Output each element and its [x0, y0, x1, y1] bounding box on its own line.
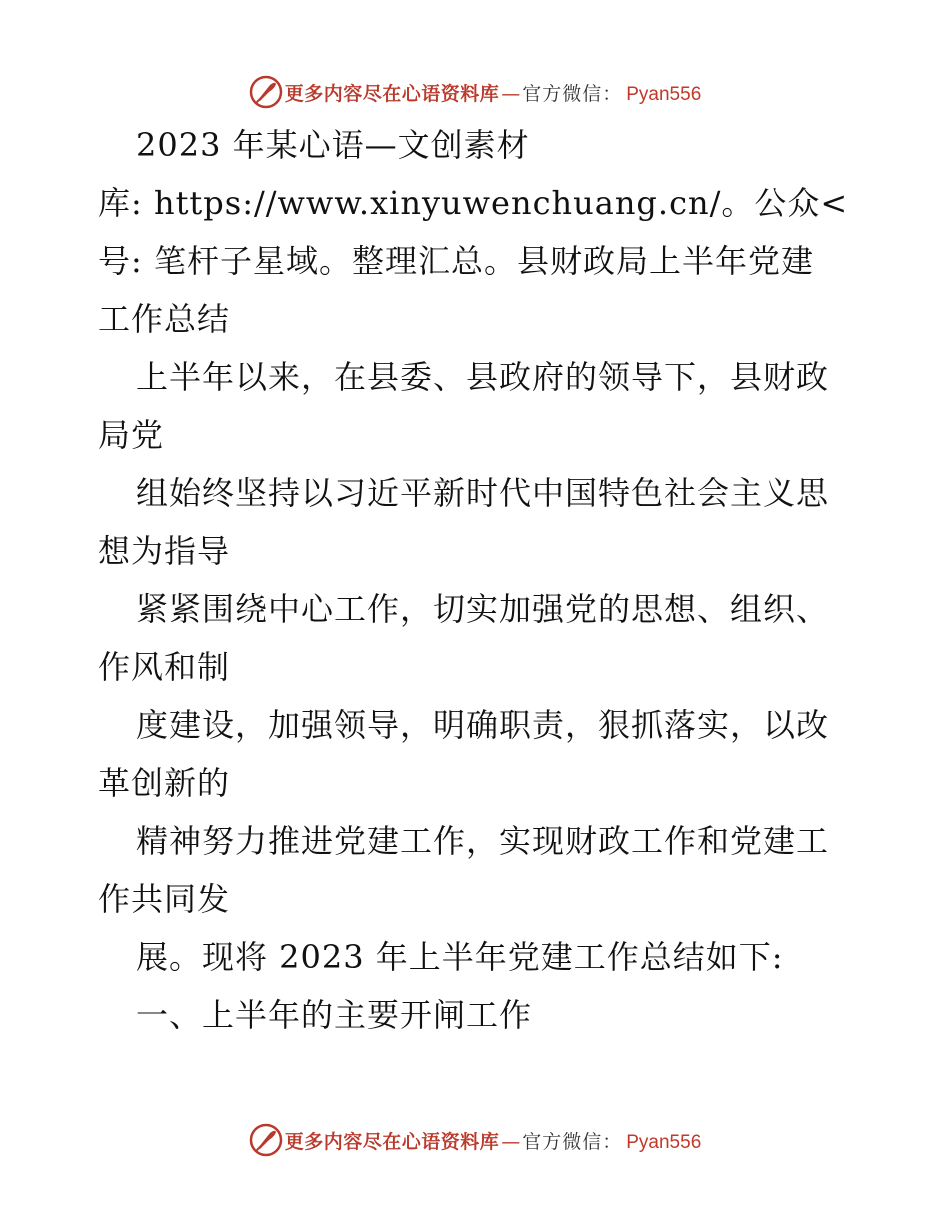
doc-line: 度建设，加强领导，明确职责，狠抓落实，以改 [136, 706, 830, 744]
doc-line: 作风和制 [98, 648, 231, 686]
doc-line: 一、上半年的主要开闸工作 [136, 996, 533, 1034]
doc-line: 展。现将 2023 年上半年党建工作总结如下: [136, 938, 784, 976]
watermark-handle: Pyan556 [626, 1131, 702, 1153]
watermark-header [0, 72, 950, 112]
watermark-main: 更多内容尽在心语资料库 [284, 82, 500, 105]
watermark-text [285, 79, 702, 106]
quill-logo-icon [249, 1123, 283, 1157]
watermark-sub: 官方微信： [522, 1130, 623, 1153]
document-body [98, 116, 858, 1044]
doc-line: 精神努力推进党建工作，实现财政工作和党建工 [136, 822, 830, 860]
watermark-footer [0, 1120, 950, 1160]
watermark-handle: Pyan556 [626, 83, 702, 105]
watermark-dash: — [501, 1130, 521, 1153]
doc-line: 想为指导 [98, 532, 231, 570]
quill-logo-icon [249, 75, 283, 109]
doc-line: 上半年以来，在县委、县政府的领导下，县财政 [136, 358, 830, 396]
doc-line: 号: 笔杆子星域。整理汇总。县财政局上半年党建 [98, 242, 814, 280]
doc-line: 作共同发 [98, 880, 231, 918]
doc-line: 革创新的 [98, 764, 231, 802]
doc-line: 2023 年某心语—文创素材 [136, 126, 530, 164]
doc-line: 库: https://www.xinyuwenchuang.cn/。公众< [98, 184, 849, 222]
watermark-text [285, 1127, 702, 1154]
watermark-sub: 官方微信： [522, 82, 623, 105]
doc-line: 紧紧围绕中心工作，切实加强党的思想、组织、 [136, 590, 830, 628]
watermark-main: 更多内容尽在心语资料库 [284, 1130, 500, 1153]
watermark-dash: — [501, 82, 521, 105]
doc-line: 组始终坚持以习近平新时代中国特色社会主义思 [136, 474, 830, 512]
doc-line: 工作总结 [98, 300, 231, 338]
doc-line: 局党 [98, 416, 165, 454]
